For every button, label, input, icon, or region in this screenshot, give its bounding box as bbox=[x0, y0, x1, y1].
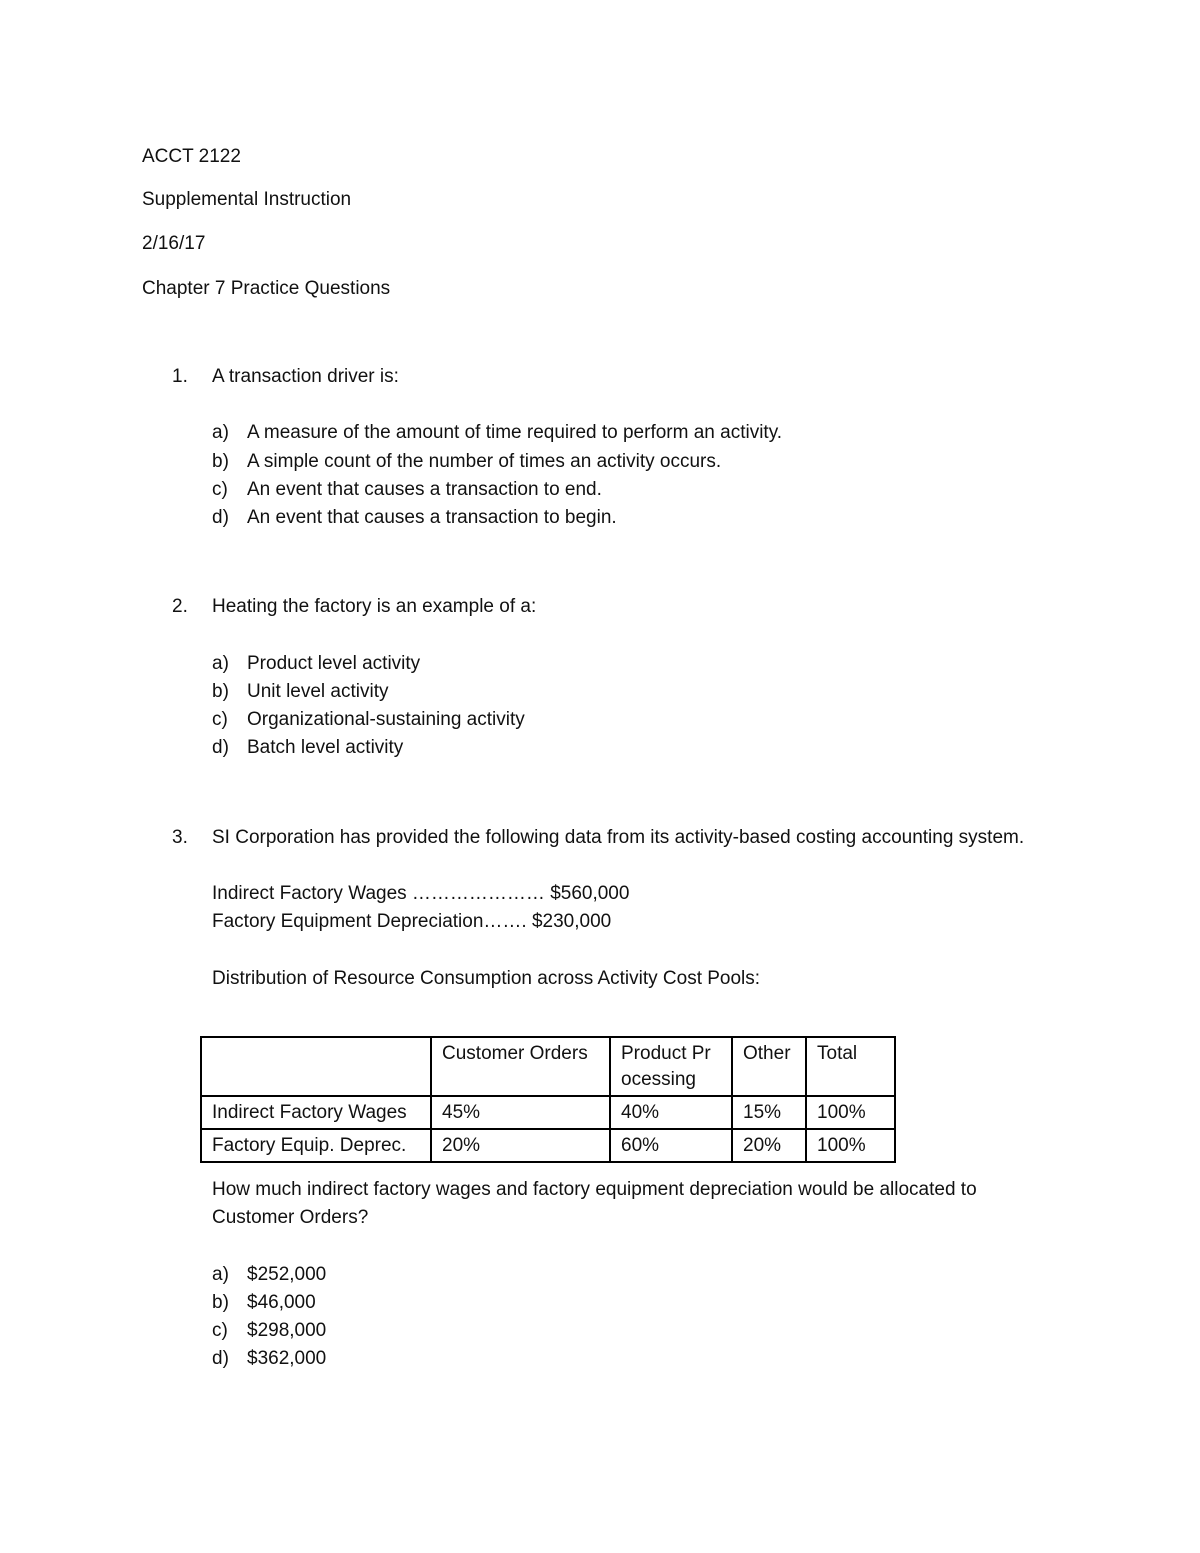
option-text: An event that causes a transaction to end. bbox=[247, 479, 602, 500]
option-label: c) bbox=[212, 479, 228, 500]
cost-line-wages: Indirect Factory Wages ………………… $560,000 bbox=[212, 883, 630, 904]
option-text: A simple count of the number of times an activity occurs. bbox=[247, 451, 722, 472]
table-header-row bbox=[201, 1037, 895, 1096]
option-text: $46,000 bbox=[247, 1292, 316, 1313]
table-row bbox=[201, 1096, 895, 1129]
option-text: $298,000 bbox=[247, 1320, 327, 1341]
option-label: a) bbox=[212, 653, 229, 674]
option-label: b) bbox=[212, 1292, 229, 1313]
table-cell: 40% bbox=[610, 1096, 732, 1129]
table-cell: 100% bbox=[806, 1096, 895, 1129]
option-text: Batch level activity bbox=[247, 737, 404, 758]
option-text: $362,000 bbox=[247, 1348, 327, 1369]
question-number: 1. bbox=[172, 366, 188, 387]
question-number: 3. bbox=[172, 827, 188, 848]
table-cell: Factory Equip. Deprec. bbox=[201, 1129, 431, 1162]
option-text: Organizational-sustaining activity bbox=[247, 709, 525, 730]
cost-line-depreciation: Factory Equipment Depreciation……. $230,000 bbox=[212, 911, 612, 932]
allocation-question-line-2: Customer Orders? bbox=[212, 1207, 369, 1228]
table-cell: 20% bbox=[431, 1129, 610, 1162]
program-name: Supplemental Instruction bbox=[142, 189, 352, 210]
page-title: Chapter 7 Practice Questions bbox=[142, 278, 391, 299]
option-label: c) bbox=[212, 1320, 228, 1341]
option-text: A measure of the amount of time required to perform an activity. bbox=[247, 422, 783, 443]
course-code: ACCT 2122 bbox=[142, 146, 241, 167]
table-cell: 45% bbox=[431, 1096, 610, 1129]
option-label: d) bbox=[212, 507, 229, 528]
table-row bbox=[201, 1129, 895, 1162]
table-cell: 60% bbox=[610, 1129, 732, 1162]
question-text: Heating the factory is an example of a: bbox=[212, 596, 537, 617]
distribution-heading: Distribution of Resource Consumption across Activity Cost Pools: bbox=[212, 968, 761, 989]
table-cell: 100% bbox=[806, 1129, 895, 1162]
option-label: a) bbox=[212, 1264, 229, 1285]
question-text: A transaction driver is: bbox=[212, 366, 399, 387]
allocation-question-line-1: How much indirect factory wages and factory equipment depreciation would be allocated to bbox=[212, 1179, 977, 1200]
table-cell: 15% bbox=[732, 1096, 806, 1129]
table-header-cell: Total bbox=[806, 1037, 895, 1096]
option-label: d) bbox=[212, 1348, 229, 1369]
option-label: d) bbox=[212, 737, 229, 758]
option-text: Product level activity bbox=[247, 653, 421, 674]
table-header-cell bbox=[201, 1037, 431, 1096]
option-label: a) bbox=[212, 422, 229, 443]
table-header-cell: Product Processing bbox=[610, 1037, 732, 1096]
table-cell: 20% bbox=[732, 1129, 806, 1162]
table-cell: Indirect Factory Wages bbox=[201, 1096, 431, 1129]
activity-cost-pools-table bbox=[200, 1036, 896, 1163]
table-header-cell: Other bbox=[732, 1037, 806, 1096]
option-text: Unit level activity bbox=[247, 681, 389, 702]
option-label: b) bbox=[212, 451, 229, 472]
option-text: An event that causes a transaction to begin. bbox=[247, 507, 617, 528]
question-number: 2. bbox=[172, 596, 188, 617]
option-label: b) bbox=[212, 681, 229, 702]
question-text: SI Corporation has provided the following data from its activity-based costing accounting system. bbox=[212, 827, 1025, 848]
table-header-cell: Customer Orders bbox=[431, 1037, 610, 1096]
option-label: c) bbox=[212, 709, 228, 730]
option-text: $252,000 bbox=[247, 1264, 327, 1285]
document-date: 2/16/17 bbox=[142, 233, 206, 254]
